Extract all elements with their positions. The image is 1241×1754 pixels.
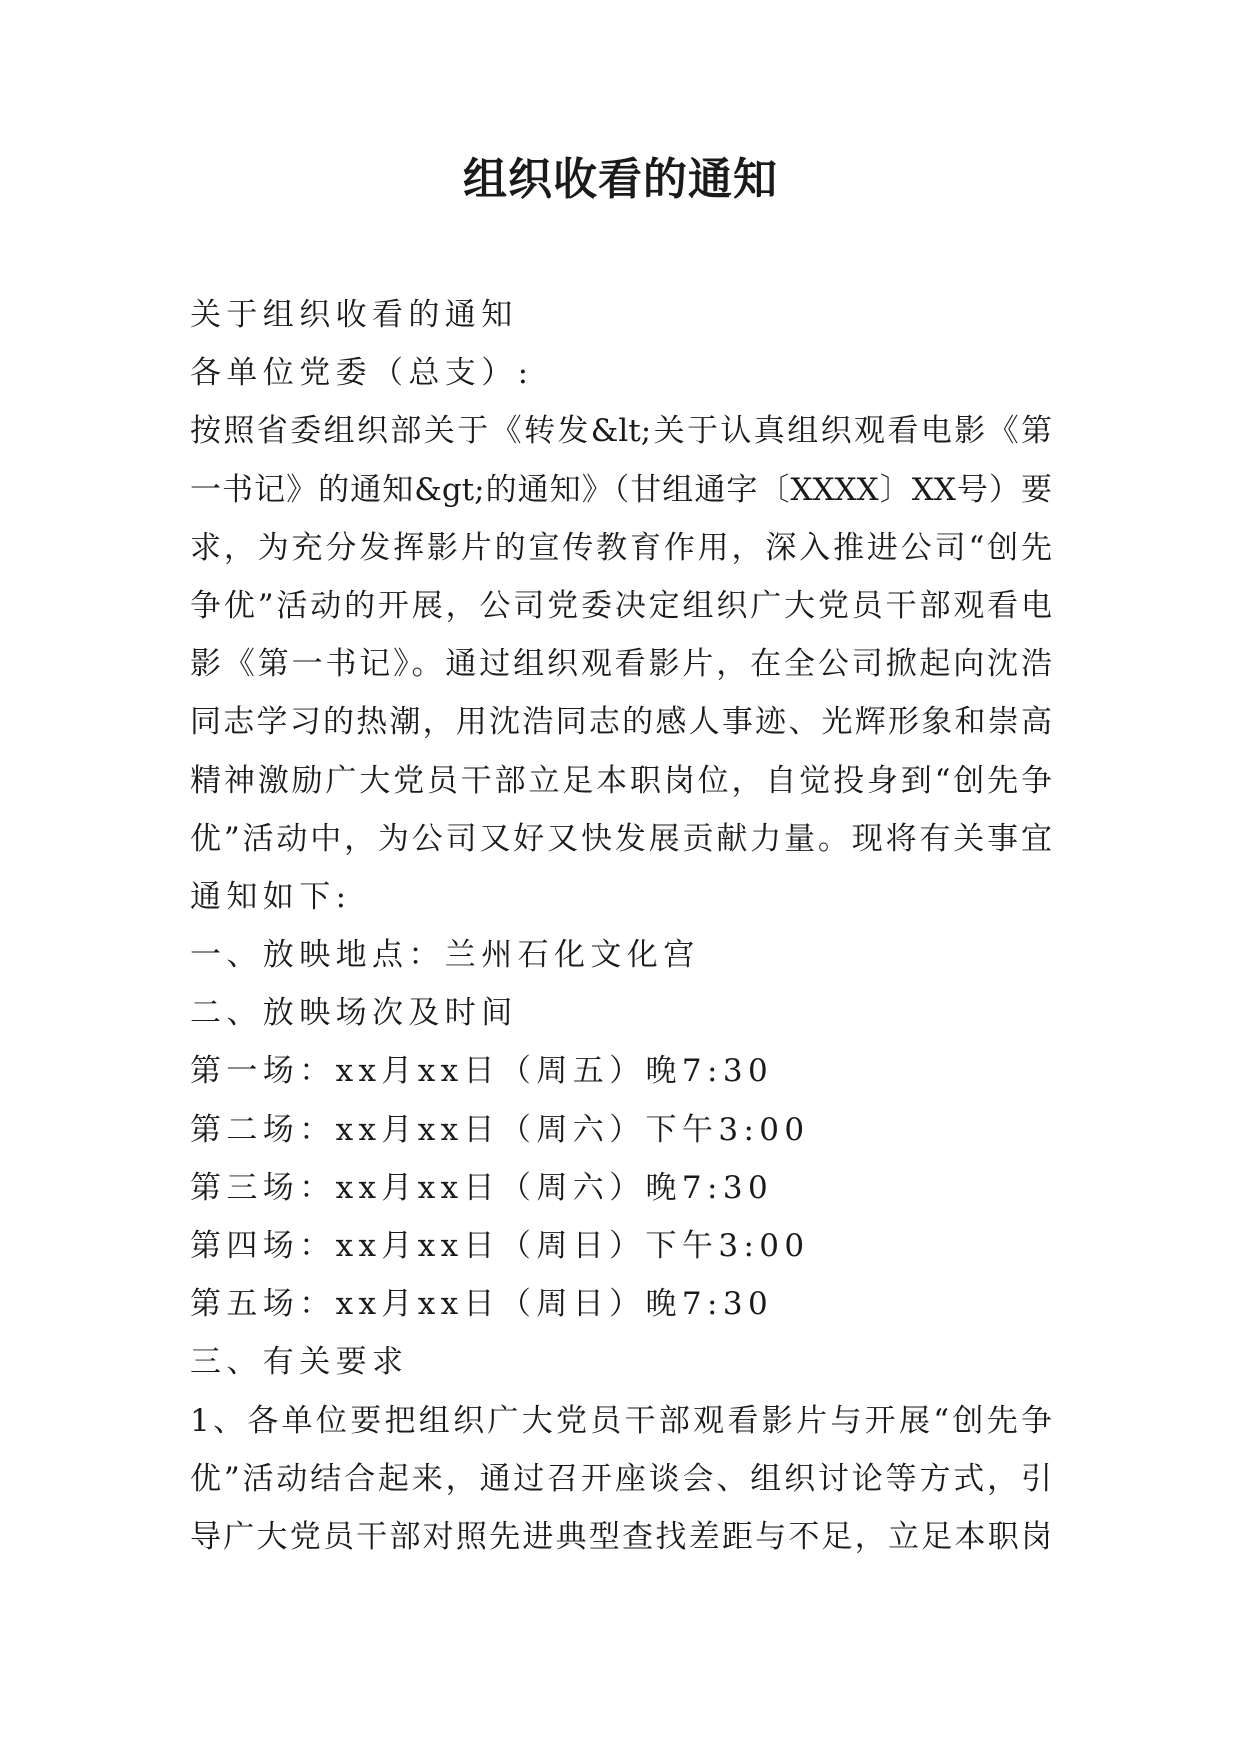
paragraph-line: 按照省委组织部关于《转发&lt;关于认真组织观看电影《第 xyxy=(190,413,1052,450)
paragraph-line: 优”活动结合起来，通过召开座谈会、组织讨论等方式，引 xyxy=(190,1460,1052,1497)
schedule-line: 第四场：xx月xx日（周日）下午3:00 xyxy=(190,1228,810,1264)
paragraph-line: 影《第一书记》。通过组织观看影片，在全公司掀起向沈浩 xyxy=(190,646,1052,683)
paragraph-line: 同志学习的热潮，用沈浩同志的感人事迹、光辉形象和崇高 xyxy=(190,704,1052,741)
paragraph-line: 精神激励广大党员干部立足本职岗位，自觉投身到“创先争 xyxy=(190,762,1052,799)
schedule-line: 第三场：xx月xx日（周六）晚7:30 xyxy=(190,1169,774,1206)
paragraph-line: 二、放映场次及时间 xyxy=(190,995,518,1032)
paragraph-line: 一书记》的通知&gt;的通知》（甘组通字〔XXXX〕XX号）要 xyxy=(190,471,1052,508)
paragraph-line: 1、各单位要把组织广大党员干部观看影片与开展“创先争 xyxy=(190,1402,1052,1439)
paragraph-line: 优”活动中，为公司又好又快发展贡献力量。现将有关事宜 xyxy=(190,820,1052,857)
paragraph-line: 各单位党委（总支）: xyxy=(190,355,534,392)
paragraph-line: 求，为充分发挥影片的宣传教育作用，深入推进公司“创先 xyxy=(190,529,1052,566)
paragraph-line: 争优”活动的开展，公司党委决定组织广大党员干部观看电 xyxy=(190,587,1052,624)
schedule-line: 第五场：xx月xx日（周日）晚7:30 xyxy=(190,1286,774,1323)
paragraph-line: 通知如下: xyxy=(190,878,352,915)
document-body xyxy=(190,286,1052,1566)
document-title: 组织收看的通知 xyxy=(463,154,778,205)
paragraph-line: 关于组织收看的通知 xyxy=(190,297,518,333)
paragraph-line: 导广大党员干部对照先进典型查找差距与不足，立足本职岗 xyxy=(190,1518,1052,1555)
paragraph-line: 一、放映地点：兰州石化文化宫 xyxy=(190,937,700,974)
paragraph-line: 三、有关要求 xyxy=(190,1344,409,1381)
schedule-line: 第一场：xx月xx日（周五）晚7:30 xyxy=(190,1053,774,1090)
schedule-line: 第二场：xx月xx日（周六）下午3:00 xyxy=(190,1111,810,1148)
